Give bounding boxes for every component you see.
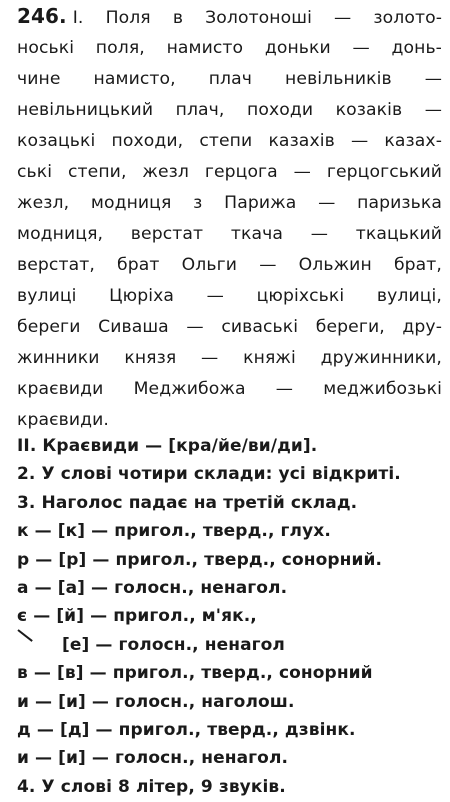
analysis-line-2: 2. У слові чотири склади: усі відкриті. bbox=[17, 464, 401, 485]
analysis-line-5: р — [р] — пригол., тверд., сонорний. bbox=[17, 549, 383, 570]
text-line-10: вулиці Цюріха — цюріхські вулиці, bbox=[17, 286, 442, 306]
text-line-5: козацькі походи, степи казахів — казах- bbox=[17, 131, 442, 151]
text-line-6: ські степи, жезл герцога — герцогський bbox=[17, 162, 442, 182]
analysis-line-12: и — [и] — голосн., ненагол. bbox=[17, 748, 289, 769]
analysis-line-11: д — [д] — пригол., тверд., дзвінк. bbox=[17, 720, 356, 740]
text-line-1: 246. І. Поля в Золотоноші — золото- bbox=[17, 4, 442, 28]
analysis-line-9: в — [в] — пригол., тверд., сонорний bbox=[17, 663, 373, 684]
analysis-line-7: є — [й] — пригол., м'як., bbox=[17, 606, 257, 627]
analysis-line-1: ІІ. Краєвиди — [кра/йе/ви/ди]. bbox=[17, 436, 318, 456]
text-line-7: жезл, модниця з Парижа — паризька bbox=[17, 193, 442, 213]
analysis-line-13: 4. У слові 8 літер, 9 звуків. bbox=[17, 776, 286, 797]
branch-stroke bbox=[17, 629, 32, 642]
text-line-9: верстат, брат Ольги — Ольжин брат, bbox=[17, 255, 442, 275]
analysis-line-3: 3. Наголос падає на третій склад. bbox=[17, 492, 358, 513]
text-line-8: модниця, верстат ткача — ткацький bbox=[17, 224, 442, 244]
analysis-line-4: к — [к] — пригол., тверд., глух. bbox=[17, 521, 331, 542]
analysis-line-8: [е] — голосн., ненагол bbox=[62, 634, 285, 655]
text-line-13: краєвиди Меджибожа — меджибозькі bbox=[17, 379, 442, 399]
text-line-12: жинники князя — княжі дружинники, bbox=[17, 348, 442, 368]
text-line-3: чине намисто, плач невільників — bbox=[17, 69, 442, 89]
analysis-line-10: и — [и] — голосн., наголош. bbox=[17, 691, 295, 712]
text-line-11: береги Сиваша — сиваські береги, дру- bbox=[17, 317, 442, 337]
exercise-number: 246. bbox=[17, 4, 67, 28]
analysis-line-6: а — [а] — голосн., ненагол. bbox=[17, 578, 288, 598]
text-line-14: краєвиди. bbox=[17, 410, 109, 430]
text-line-4: невільницький плач, походи козаків — bbox=[17, 100, 442, 120]
text-line-2: ноські поля, намисто доньки — донь- bbox=[17, 38, 442, 58]
